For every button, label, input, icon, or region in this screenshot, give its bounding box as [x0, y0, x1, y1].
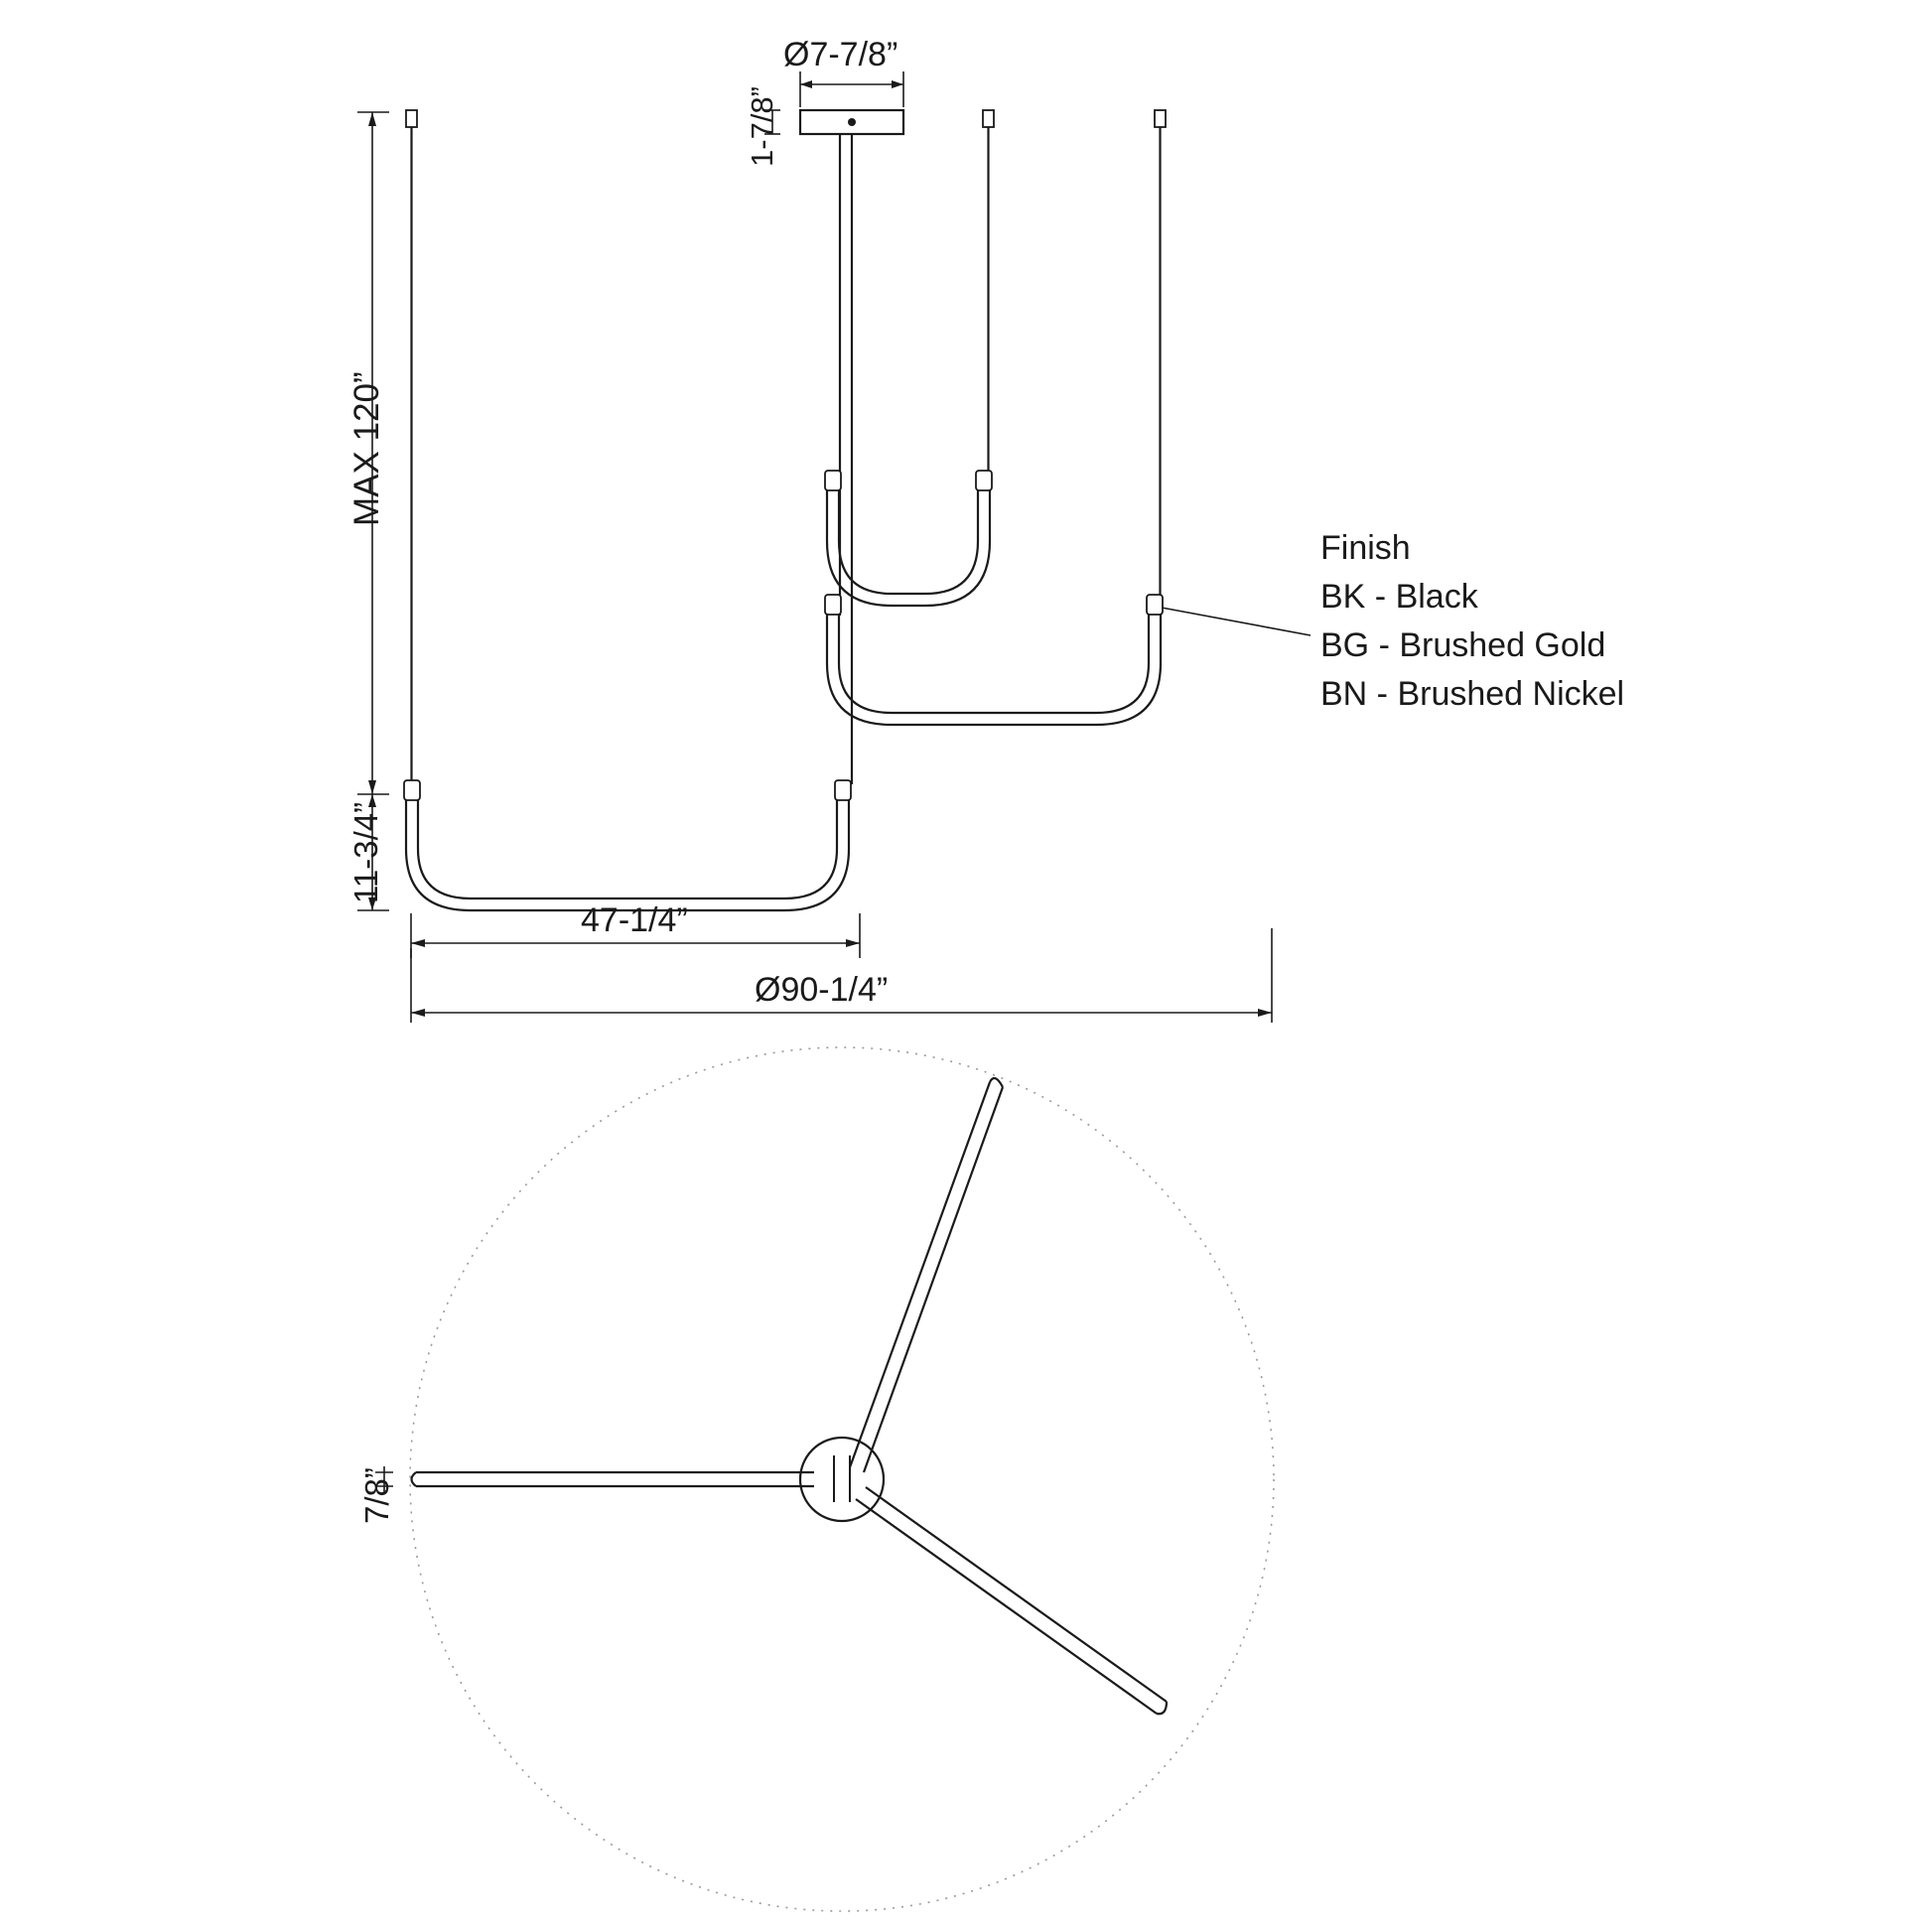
- plan-view: [375, 1047, 1274, 1911]
- label-fixture-height: 11-3/4”: [347, 801, 384, 903]
- elevation-view: [404, 110, 1166, 910]
- plan-arm-left: [412, 1472, 815, 1486]
- label-max-drop: MAX 120”: [347, 371, 386, 526]
- label-rod-thickness: 7/8”: [358, 1467, 395, 1524]
- label-canopy-height: 1-7/8”: [745, 86, 779, 167]
- suspension-cable-left: [406, 110, 417, 794]
- suspension-cable-middle: [983, 110, 994, 477]
- finish-callout: [1320, 524, 1624, 719]
- label-overall-diameter: Ø90-1/4”: [755, 971, 889, 1009]
- dim-canopy-diameter: [800, 71, 903, 107]
- plan-arm-lower-right: [856, 1487, 1167, 1714]
- finish-option-bn: BN - Brushed Nickel: [1320, 675, 1625, 713]
- arm-right: [825, 595, 1163, 725]
- finish-option-bk: BK - Black: [1320, 578, 1478, 616]
- finish-leader-line: [1162, 608, 1311, 635]
- canopy: [800, 110, 903, 134]
- plan-arm-upper-right: [850, 1078, 1003, 1472]
- finish-title: Finish: [1320, 529, 1411, 567]
- finish-option-bg: BG - Brushed Gold: [1320, 626, 1606, 664]
- label-canopy-diameter: Ø7-7/8”: [783, 36, 898, 73]
- arm-left: [404, 780, 851, 910]
- dimension-lines-elevation: [357, 71, 1311, 1023]
- arm-middle: [825, 471, 992, 606]
- suspension-cable-right: [1155, 110, 1166, 601]
- label-arm-span: 47-1/4”: [581, 901, 688, 939]
